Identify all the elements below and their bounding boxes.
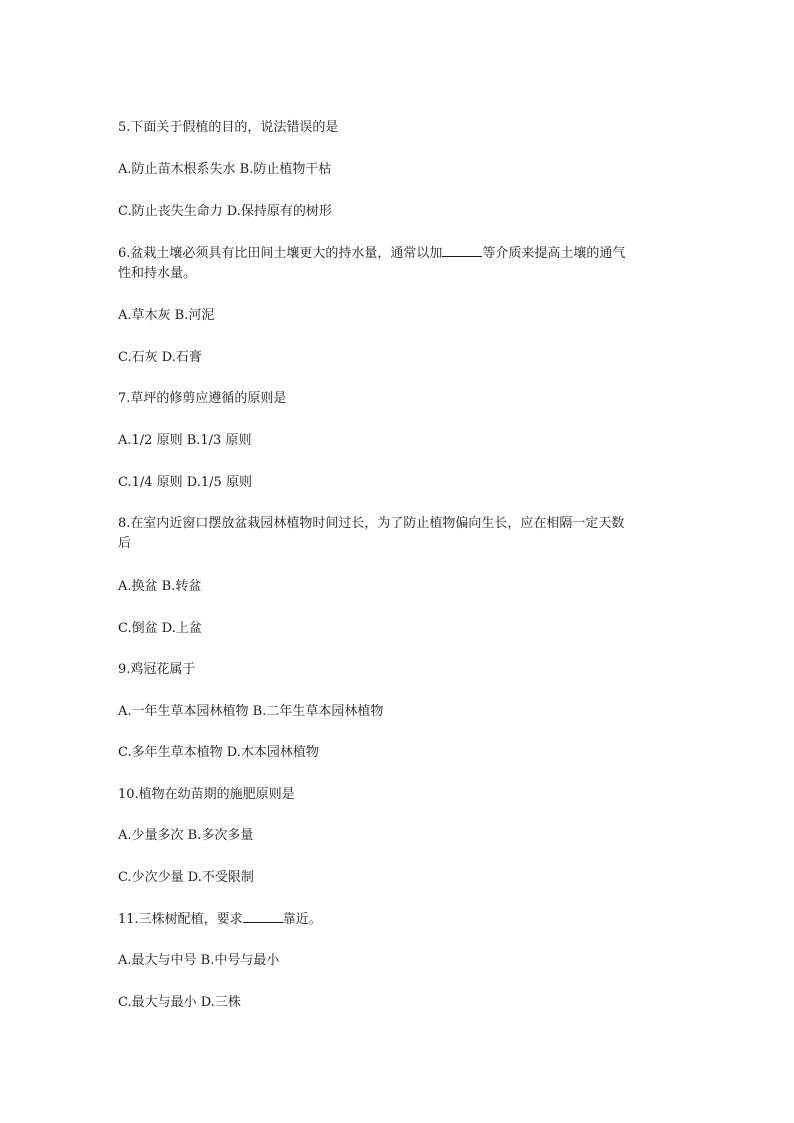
question-6-stem-after: 等介质来提高土壤的通气 — [482, 246, 626, 261]
question-6-stem-before: 6.盆栽土壤必须具有比田间土壤更大的持水量，通常以加 — [118, 246, 443, 261]
question-7-options-ab: A.1/2 原则 B.1/3 原则 — [118, 433, 252, 448]
question-7-stem: 7.草坪的修剪应遵循的原则是 — [118, 391, 287, 406]
question-9-stem: 9.鸡冠花属于 — [118, 662, 196, 677]
question-9-options-cd: C.多年生草本植物 D.木本园林植物 — [118, 745, 319, 760]
question-7-options-cd: C.1/4 原则 D.1/5 原则 — [118, 475, 252, 490]
question-6-options-cd: C.石灰 D.石膏 — [118, 350, 202, 365]
question-8-options-ab: A.换盆 B.转盆 — [118, 579, 202, 594]
question-5-options-cd: C.防止丧失生命力 D.保持原有的树形 — [118, 204, 332, 219]
question-11-stem — [118, 910, 678, 930]
question-11-stem-after: 靠近。 — [282, 912, 322, 927]
question-11-stem-before: 11.三株树配植，要求 — [118, 912, 243, 927]
question-5-stem: 5.下面关于假植的目的，说法错误的是 — [118, 120, 339, 135]
question-10-stem: 10.植物在幼苗期的施肥原则是 — [118, 787, 295, 802]
question-5-options-ab: A.防止苗木根系失水 B.防止植物干枯 — [118, 162, 332, 177]
question-6-stem-line2: 性和持水量。 — [118, 266, 197, 281]
question-8-options-cd: C.倒盆 D.上盆 — [118, 621, 202, 636]
question-6-options-ab: A.草木灰 B.河泥 — [118, 308, 215, 323]
question-10-options-ab: A.少量多次 B.多次多量 — [118, 828, 254, 843]
question-11-options-ab: A.最大与中号 B.中号与最小 — [118, 953, 280, 968]
question-8-stem-line2: 后 — [118, 536, 132, 551]
fill-blank — [243, 910, 283, 923]
question-8-stem: 8.在室内近窗口摆放盆栽园林植物时间过长，为了防止植物偏向生长，应在相隔一定天数 — [118, 516, 625, 531]
fill-blank — [442, 244, 482, 257]
question-11-options-cd: C.最大与最小 D.三株 — [118, 995, 241, 1010]
question-10-options-cd: C.少次少量 D.不受限制 — [118, 870, 254, 885]
question-9-options-ab: A.一年生草本园林植物 B.二年生草本园林植物 — [118, 704, 384, 719]
question-6-stem — [118, 244, 678, 264]
